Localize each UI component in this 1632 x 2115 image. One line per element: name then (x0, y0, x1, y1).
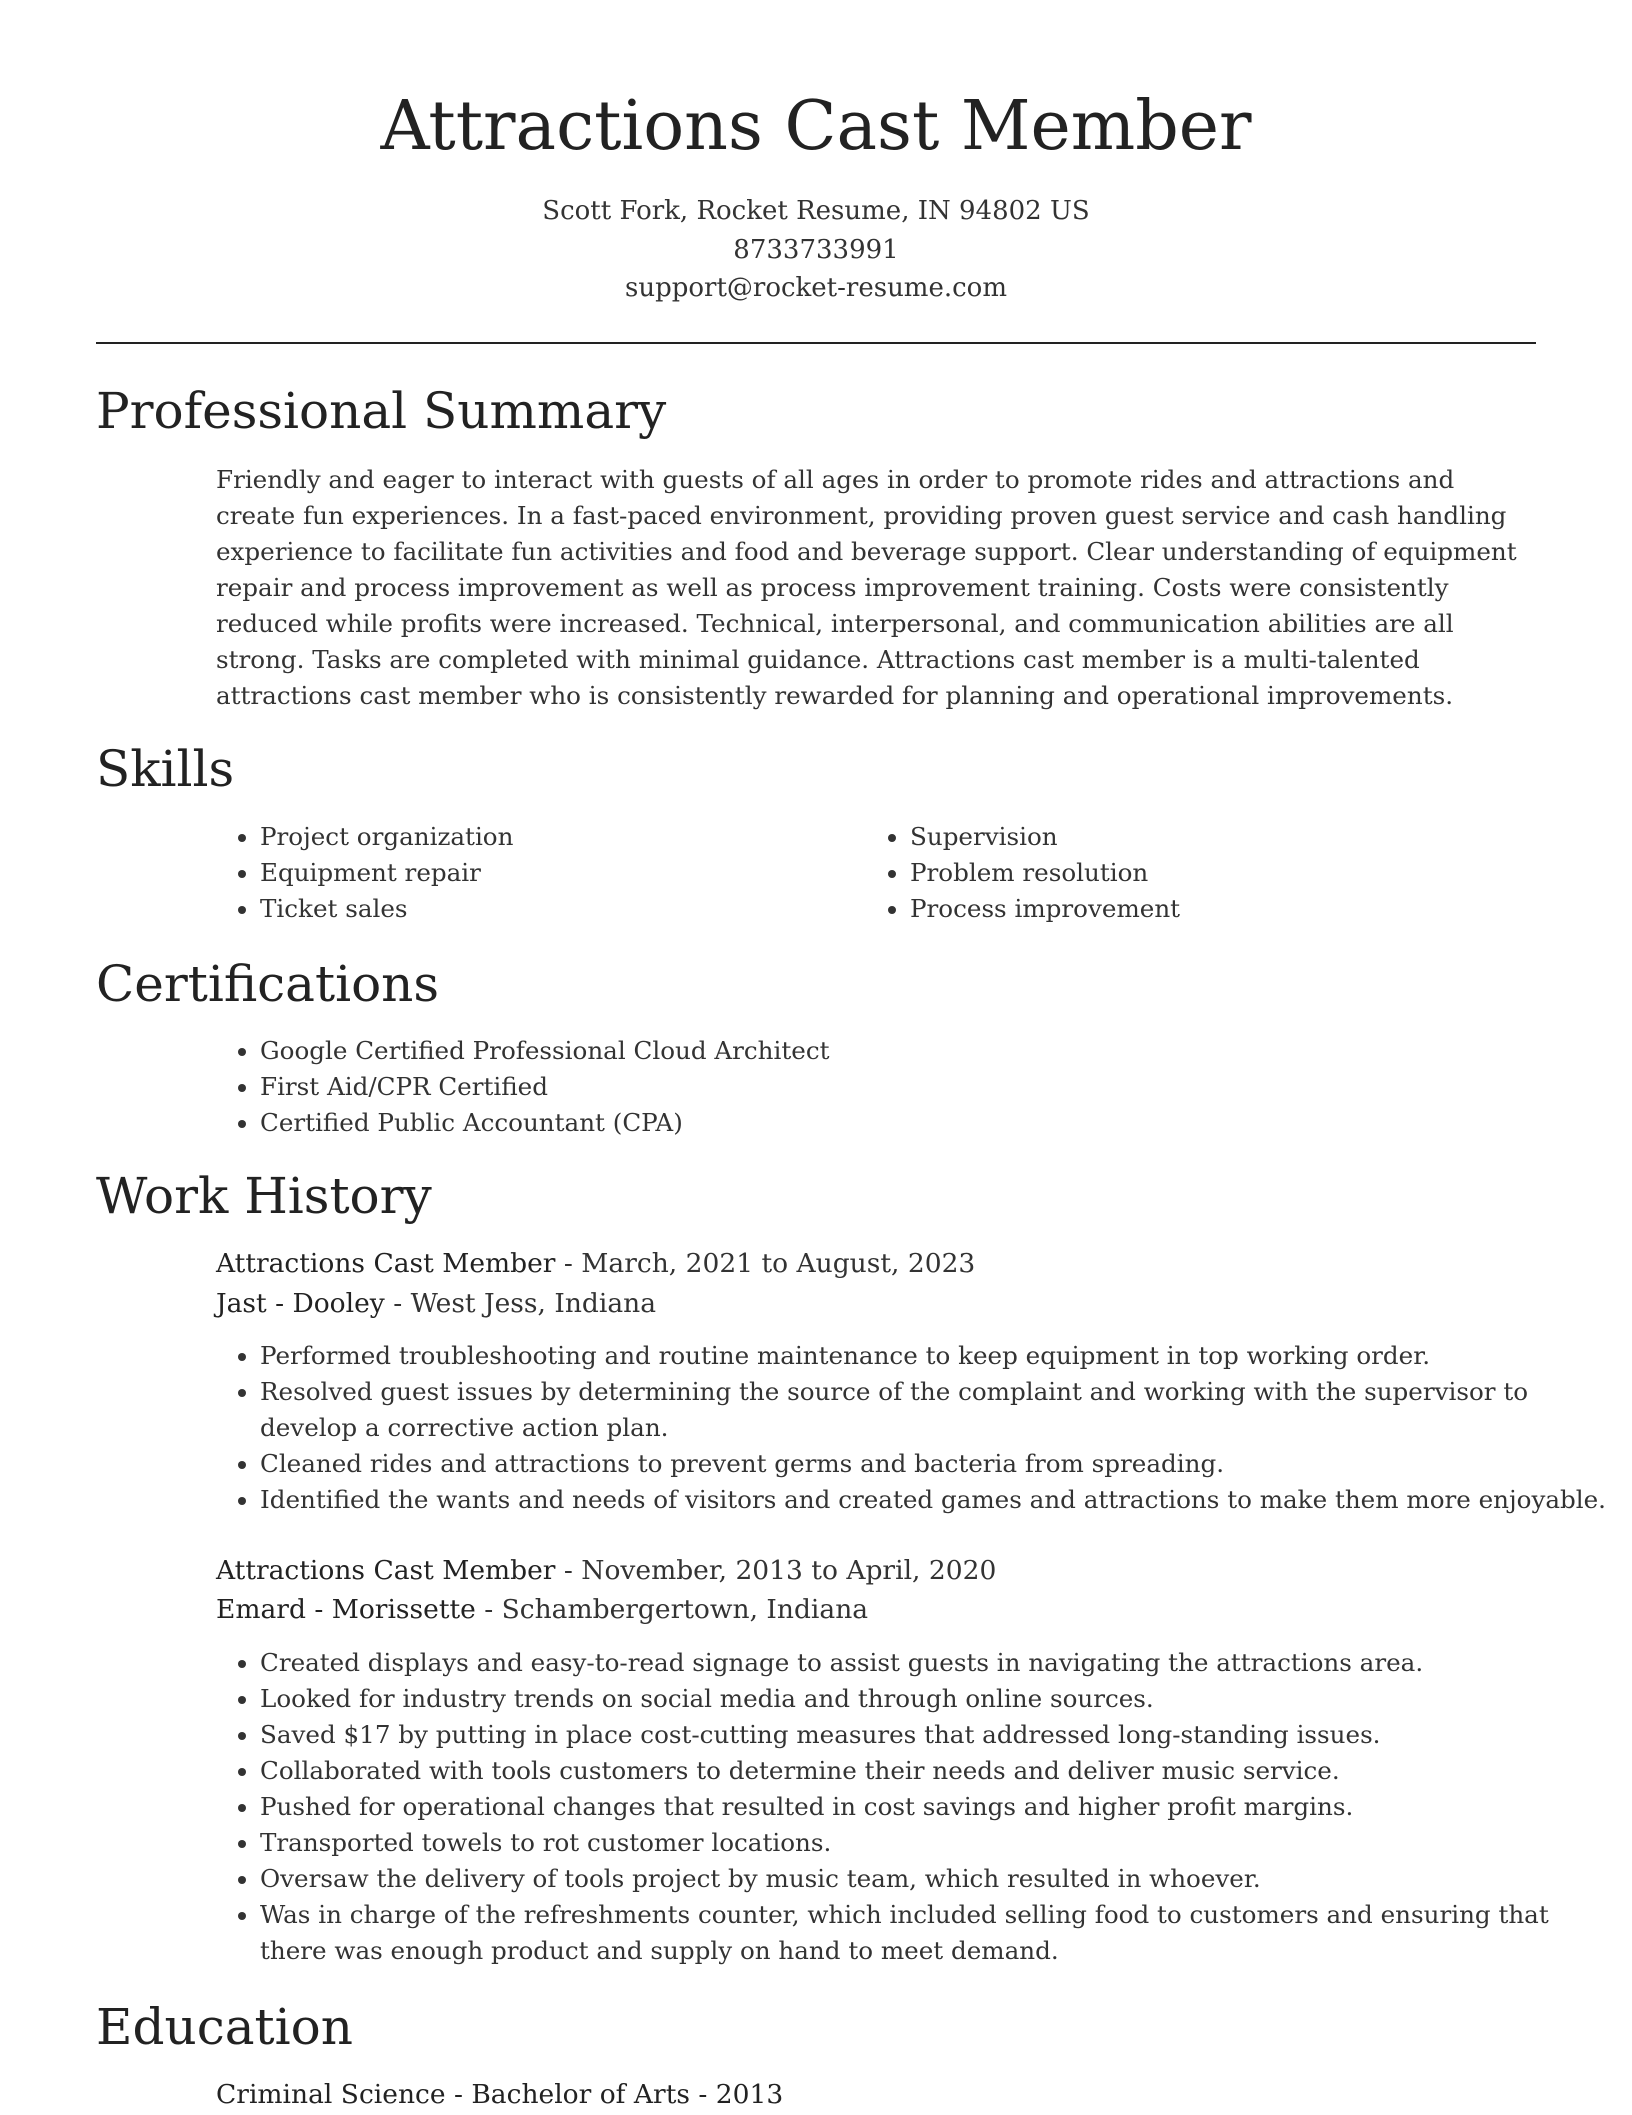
skill-item: • Process improvement (910, 891, 1510, 927)
skills-list-left (216, 819, 820, 927)
skill-item: • Supervision (910, 819, 1510, 855)
job-dates: - March, 2021 to August, 2023 (555, 1248, 976, 1279)
skill-item: • Ticket sales (260, 891, 820, 927)
education-heading: Education (96, 1998, 353, 2056)
certification-item: • Certified Public Accountant (CPA) (260, 1105, 1580, 1141)
work-history-heading: Work History (96, 1167, 432, 1225)
skill-item: • Problem resolution (910, 855, 1510, 891)
skill-item: • Equipment repair (260, 855, 820, 891)
job-bullets (216, 1645, 1590, 1969)
job-company-line (216, 1590, 868, 1630)
contact-email: support@rocket-resume.com (624, 273, 1007, 303)
contact-phone: 8733733991 (733, 234, 899, 265)
skills-list-right (866, 819, 1510, 927)
job-bullet: • Saved $17 by putting in place cost-cutting measures that addressed long-standing issues. (260, 1717, 1590, 1753)
job-bullet: • Cleaned rides and attractions to prevent germs and bacteria from spreading. (260, 1446, 1590, 1482)
certifications-list (216, 1033, 1580, 1141)
summary-text: Friendly and eager to interact with guests of all ages in order to promote rides and attractions and create fun experiences. In a fast-paced environment, providing proven guest service and cash handling experience to facilitate fun activities and food and beverage support. Clear understanding of equipment repair and process improvement as well as process improvement training. Costs were consistently reduced while profits were increased. Technical, interpersonal, and communication abilities are all strong. Tasks are completed with minimal guidance. Attractions cast member is a multi-talented attractions cast member who is consistently rewarded for planning and operational improvements. (216, 465, 1517, 710)
job-bullet: • Was in charge of the refreshments counter, which included selling food to customers and ensuring that there was enough product and supply on hand to meet demand. (260, 1897, 1590, 1969)
job-title: Attractions Cast Member (216, 1248, 556, 1279)
job-bullet: • Pushed for operational changes that resulted in cost savings and higher profit margins. (260, 1789, 1590, 1825)
job-title-line (216, 1551, 996, 1591)
header-divider (96, 342, 1536, 344)
summary-heading: Professional Summary (96, 382, 667, 440)
job-bullet: • Collaborated with tools customers to determine their needs and deliver music service. (260, 1753, 1590, 1789)
job-location: - West Jess, Indiana (384, 1288, 656, 1319)
job-location: - Schambergertown, Indiana (475, 1594, 869, 1625)
skills-heading: Skills (96, 740, 235, 798)
job-bullet: • Oversaw the delivery of tools project by music team, which resulted in whoever. (260, 1861, 1590, 1897)
job-bullet: • Looked for industry trends on social media and through online sources. (260, 1681, 1590, 1717)
job-company-line (216, 1284, 656, 1324)
resume-name: Attractions Cast Member (380, 87, 1252, 166)
job-company: Emard - Morissette (216, 1594, 476, 1625)
job-bullet: • Identified the wants and needs of visitors and created games and attractions to make them more enjoyable. (260, 1482, 1590, 1518)
job-dates: - November, 2013 to April, 2020 (555, 1555, 997, 1586)
certification-item: • Google Certified Professional Cloud Architect (260, 1033, 1580, 1069)
job-bullet: • Created displays and easy-to-read signage to assist guests in navigating the attractions area. (260, 1645, 1590, 1681)
job-bullet: • Performed troubleshooting and routine maintenance to keep equipment in top working order. (260, 1338, 1590, 1374)
contact-address: Scott Fork, Rocket Resume, IN 94802 US (542, 196, 1090, 226)
education-entry: Criminal Science - Bachelor of Arts - 2013 (216, 2079, 784, 2110)
job-title-line (216, 1244, 975, 1284)
skill-item: • Project organization (260, 819, 820, 855)
job-bullet: • Resolved guest issues by determining the source of the complaint and working with the supervisor to develop a corrective action plan. (260, 1374, 1590, 1446)
certifications-heading: Certifications (96, 955, 440, 1013)
contact-info (0, 192, 1632, 308)
job-company: Jast - Dooley (216, 1288, 385, 1319)
certification-item: • First Aid/CPR Certified (260, 1069, 1580, 1105)
job-bullets (216, 1338, 1606, 1518)
job-title: Attractions Cast Member (216, 1555, 556, 1586)
job-bullet: • Transported towels to rot customer locations. (260, 1825, 1590, 1861)
